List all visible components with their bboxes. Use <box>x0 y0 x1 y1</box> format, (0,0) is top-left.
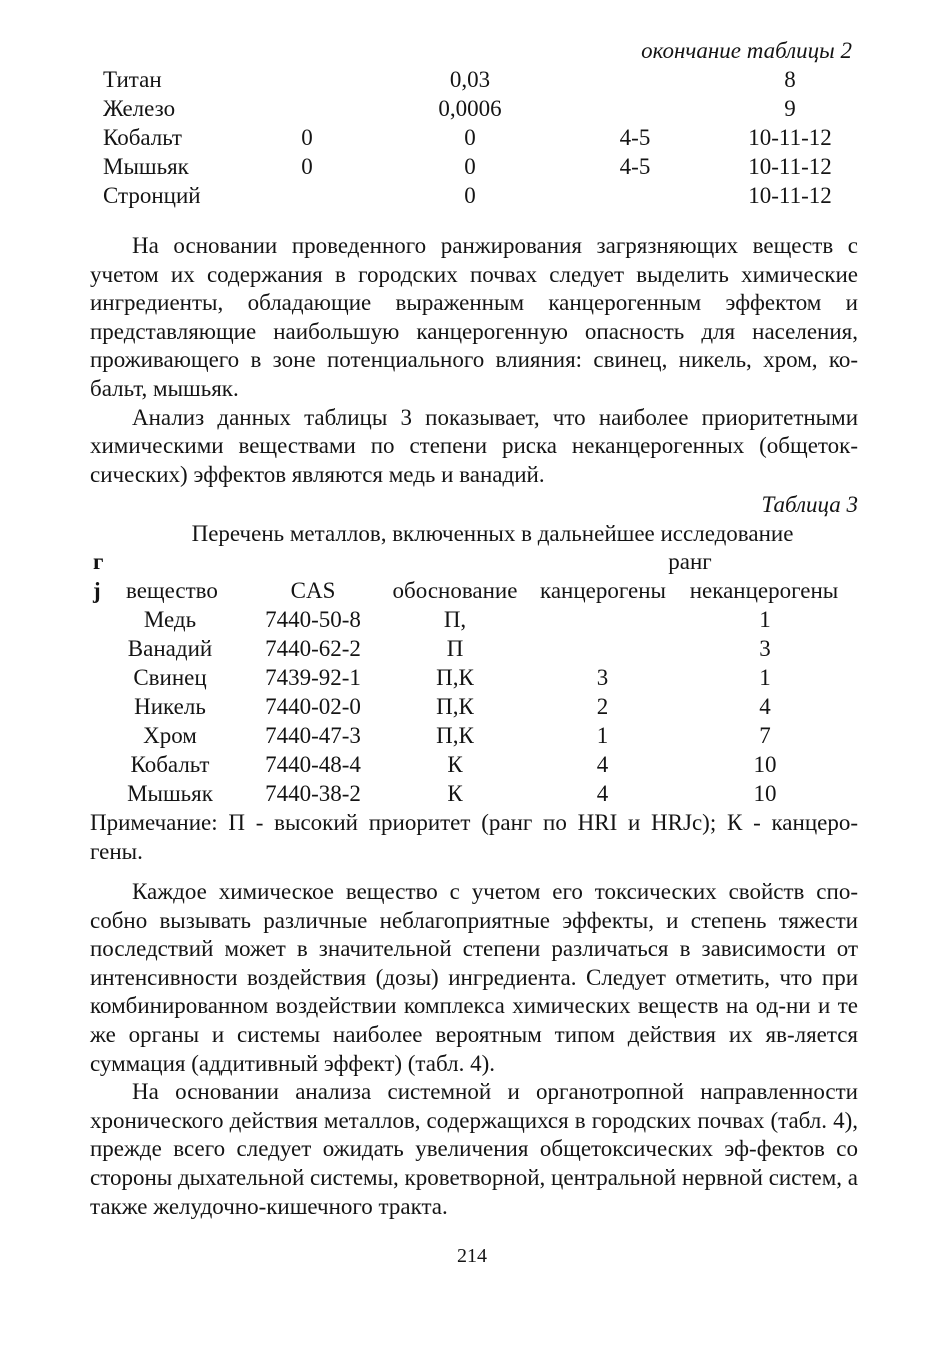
table3-cell-substance: Ванадий <box>127 636 213 661</box>
table2-cell-name: Железо <box>103 96 176 121</box>
table2-cell-col2: 0 <box>464 183 476 208</box>
paragraph-3: Каждое химическое вещество с учетом его токсических свойств спо-собно вызывать различные неблагоприятные эффекты, и степень тяжести последствий может в значительной степени различаться в зависимости от интенсивности воздействия (дозы) ингредиента. Следует отметить, что при комбинированном воздействии комплекса химических веществ на од-ни и те же органы и системы наиболее вероятным типом действия их яв-ляется суммация (аддитивный эффект) (табл. 4). <box>90 879 858 1076</box>
table2-cell-col2: 0 <box>464 125 476 150</box>
table2-cell-name: Стронций <box>103 183 201 208</box>
table3-cell-cas: 7440-38-2 <box>265 781 361 806</box>
table3-cell-noncarcinogens: 10 <box>753 781 777 806</box>
table2-cell-col2: 0 <box>464 154 476 179</box>
table3-cell-substance: Кобальт <box>130 752 210 777</box>
table3-cell-basis: П <box>446 636 464 661</box>
table2-cell-col4: 10-11-12 <box>748 125 832 150</box>
table3-cell-basis: П,К <box>436 723 474 748</box>
table3-header-carcinogens: канцерогены <box>540 578 666 603</box>
table3-cell-noncarcinogens: 4 <box>759 694 771 719</box>
table2-cell-col3: 4-5 <box>619 125 651 150</box>
table3-cell-cas: 7440-62-2 <box>265 636 361 661</box>
table3-cell-substance: Хром <box>143 723 197 748</box>
table2-cell-col4: 8 <box>784 67 796 92</box>
table2-cell-name: Кобальт <box>103 125 182 150</box>
table3-cell-carcinogens: 3 <box>596 665 609 690</box>
table3-cell-cas: 7439-92-1 <box>265 665 361 690</box>
paragraph-4: На основании анализа системной и органотропной направленности хронического действия металлов, содержащихся в городских почвах (табл. 4), прежде всего следует ожидать увеличения общетоксических эф-фектов со стороны дыхательной системы, кроветворной, центральной нервной систем, а также желудочно-кишечного тракта. <box>90 1079 858 1219</box>
table3-cell-cas: 7440-50-8 <box>265 607 361 632</box>
text-block-1 <box>90 232 858 489</box>
table3-cell-substance: Никель <box>134 694 206 719</box>
text-block-2 <box>90 878 858 1221</box>
table3-cell-carcinogens: 2 <box>596 694 609 719</box>
table2-cell-col4: 10-11-12 <box>748 183 832 208</box>
table2-cell-name: Мышьяк <box>103 154 189 179</box>
table3-cell-carcinogens: 4 <box>596 781 609 806</box>
table3-cell-basis: К <box>447 752 463 777</box>
table3-cell-substance: Свинец <box>133 665 207 690</box>
table3-header-cas: CAS <box>290 578 336 603</box>
table3-note-line2: гены. <box>90 838 143 864</box>
table3-cell-noncarcinogens: 1 <box>759 607 771 632</box>
table3-cell-noncarcinogens: 10 <box>753 752 777 777</box>
table2-cell-col2: 0,03 <box>449 67 491 92</box>
table3-header-noncarcinogens: неканцерогены <box>689 578 839 603</box>
table2-cell-col4: 10-11-12 <box>748 154 832 179</box>
paragraph-2: Анализ данных таблицы 3 показывает, что наиболее приоритетными химическими веществами по степени риска неканцерогенных (общеток-сических) эффектов являются медь и ванадий. <box>90 404 858 487</box>
table3-corner-top: г <box>93 549 104 574</box>
table2-cell-col1: 0 <box>301 125 313 150</box>
table3-cell-noncarcinogens: 1 <box>759 665 771 690</box>
table3-header-substance: вещество <box>126 578 218 603</box>
table3-header-group: ранг <box>668 549 712 574</box>
table2-cell-col4: 9 <box>784 96 796 121</box>
table3-cell-basis: П,К <box>436 694 474 719</box>
table3-corner-bottom: j <box>93 578 101 603</box>
table3-cell-cas: 7440-48-4 <box>265 752 361 777</box>
table2-cell-col2: 0,0006 <box>438 96 502 121</box>
table3-label: Таблица 3 <box>761 492 858 517</box>
table3-cell-cas: 7440-47-3 <box>265 723 361 748</box>
table3-cell-noncarcinogens: 7 <box>759 723 771 748</box>
table3-cell-carcinogens: 1 <box>596 723 609 748</box>
table3-cell-basis: П, <box>443 607 467 632</box>
table3-cell-substance: Медь <box>143 607 197 632</box>
table3-cell-cas: 7440-02-0 <box>265 694 361 719</box>
table2-cell-col1: 0 <box>301 154 313 179</box>
paragraph-1: На основании проведенного ранжирования загрязняющих веществ с учетом их содержания в городских почвах следует выделить химические ингредиенты, обладающие выраженным канцерогенным эффектом и представляющие наибольшую канцерогенную опасность для населения, проживающего в зоне потенциального влияния: свинец, никель, хром, ко-бальт, мышьяк. <box>90 233 858 401</box>
table3-note-line1: Примечание: П - высокий приоритет (ранг по HRI и HRJc); К - канцеро- <box>90 810 858 835</box>
table3-title: Перечень металлов, включенных в дальнейшее исследование <box>191 521 794 546</box>
table3-note <box>90 809 858 866</box>
table2-cell-col3: 4-5 <box>619 154 651 179</box>
table3-cell-noncarcinogens: 3 <box>759 636 771 661</box>
table3-cell-basis: К <box>447 781 463 806</box>
page-number: 214 <box>457 1245 487 1267</box>
table2-cell-name: Титан <box>103 67 162 92</box>
table3-cell-basis: П,К <box>436 665 474 690</box>
table3-cell-carcinogens: 4 <box>596 752 609 777</box>
table3-header-basis: обоснование <box>392 578 518 603</box>
table3-cell-substance: Мышьяк <box>127 781 213 806</box>
table2-caption: окончание таблицы 2 <box>641 38 852 63</box>
